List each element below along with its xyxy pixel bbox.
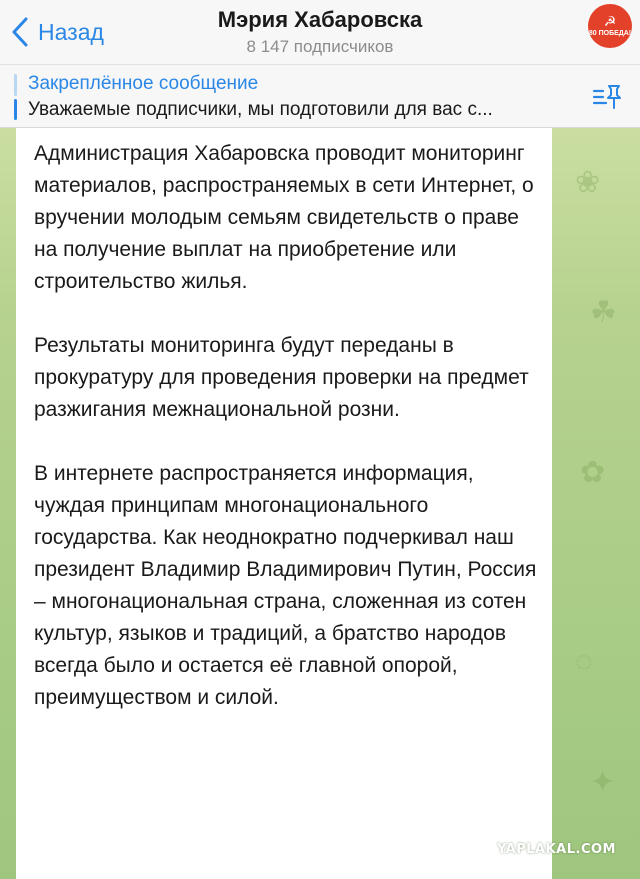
chevron-left-icon <box>8 15 32 49</box>
pinned-message-bar[interactable] <box>0 64 640 128</box>
site-watermark: YAPLAKAL.COM <box>497 842 616 857</box>
avatar-emblem: ☭ <box>603 13 617 29</box>
channel-avatar[interactable] <box>588 4 632 48</box>
back-button[interactable] <box>8 14 104 50</box>
chat-background-pattern: ❀ ☘ ✿ ◌ ✦ <box>575 166 617 799</box>
chat-header <box>0 0 640 64</box>
subscriber-count: 8 147 подписчиков <box>246 37 394 56</box>
message-paragraph-1: Администрация Хабаровска проводит мониторинг материалов, распространяемых в сети Интернет, о вручении молодым семьям свидетельств о праве на получение выплат на приобретение или строительство жилья. <box>34 142 534 293</box>
back-label: Назад <box>38 18 104 45</box>
pinned-title: Закреплённое сообщение <box>28 73 259 94</box>
avatar-caption: 80 ПОБЕДА! <box>588 30 632 37</box>
pinned-indicator <box>14 74 17 120</box>
chat-title-block[interactable] <box>140 6 500 58</box>
message-paragraph-2: Результаты мониторинга будут переданы в прокуратуру для проведения проверки на предмет разжигания межнациональной розни. <box>34 334 529 421</box>
pinned-preview: Уважаемые подписчики, мы подготовили для вас с... <box>28 99 493 120</box>
pinned-list-icon[interactable] <box>592 83 622 111</box>
message-paragraph-3: В интернете распространяется информация, чуждая принципам многонационального государства. Как неоднократно подчеркивал наш президент Владимир Владимирович Путин, Россия – многонациональная страна, сложенная из сотен культур, языков и традиций, а братство народов всегда было и остается её главной опорой, преимуществом и силой. <box>34 462 537 709</box>
chat-title: Мэрия Хабаровска <box>217 7 423 32</box>
message-bubble[interactable] <box>16 128 552 879</box>
